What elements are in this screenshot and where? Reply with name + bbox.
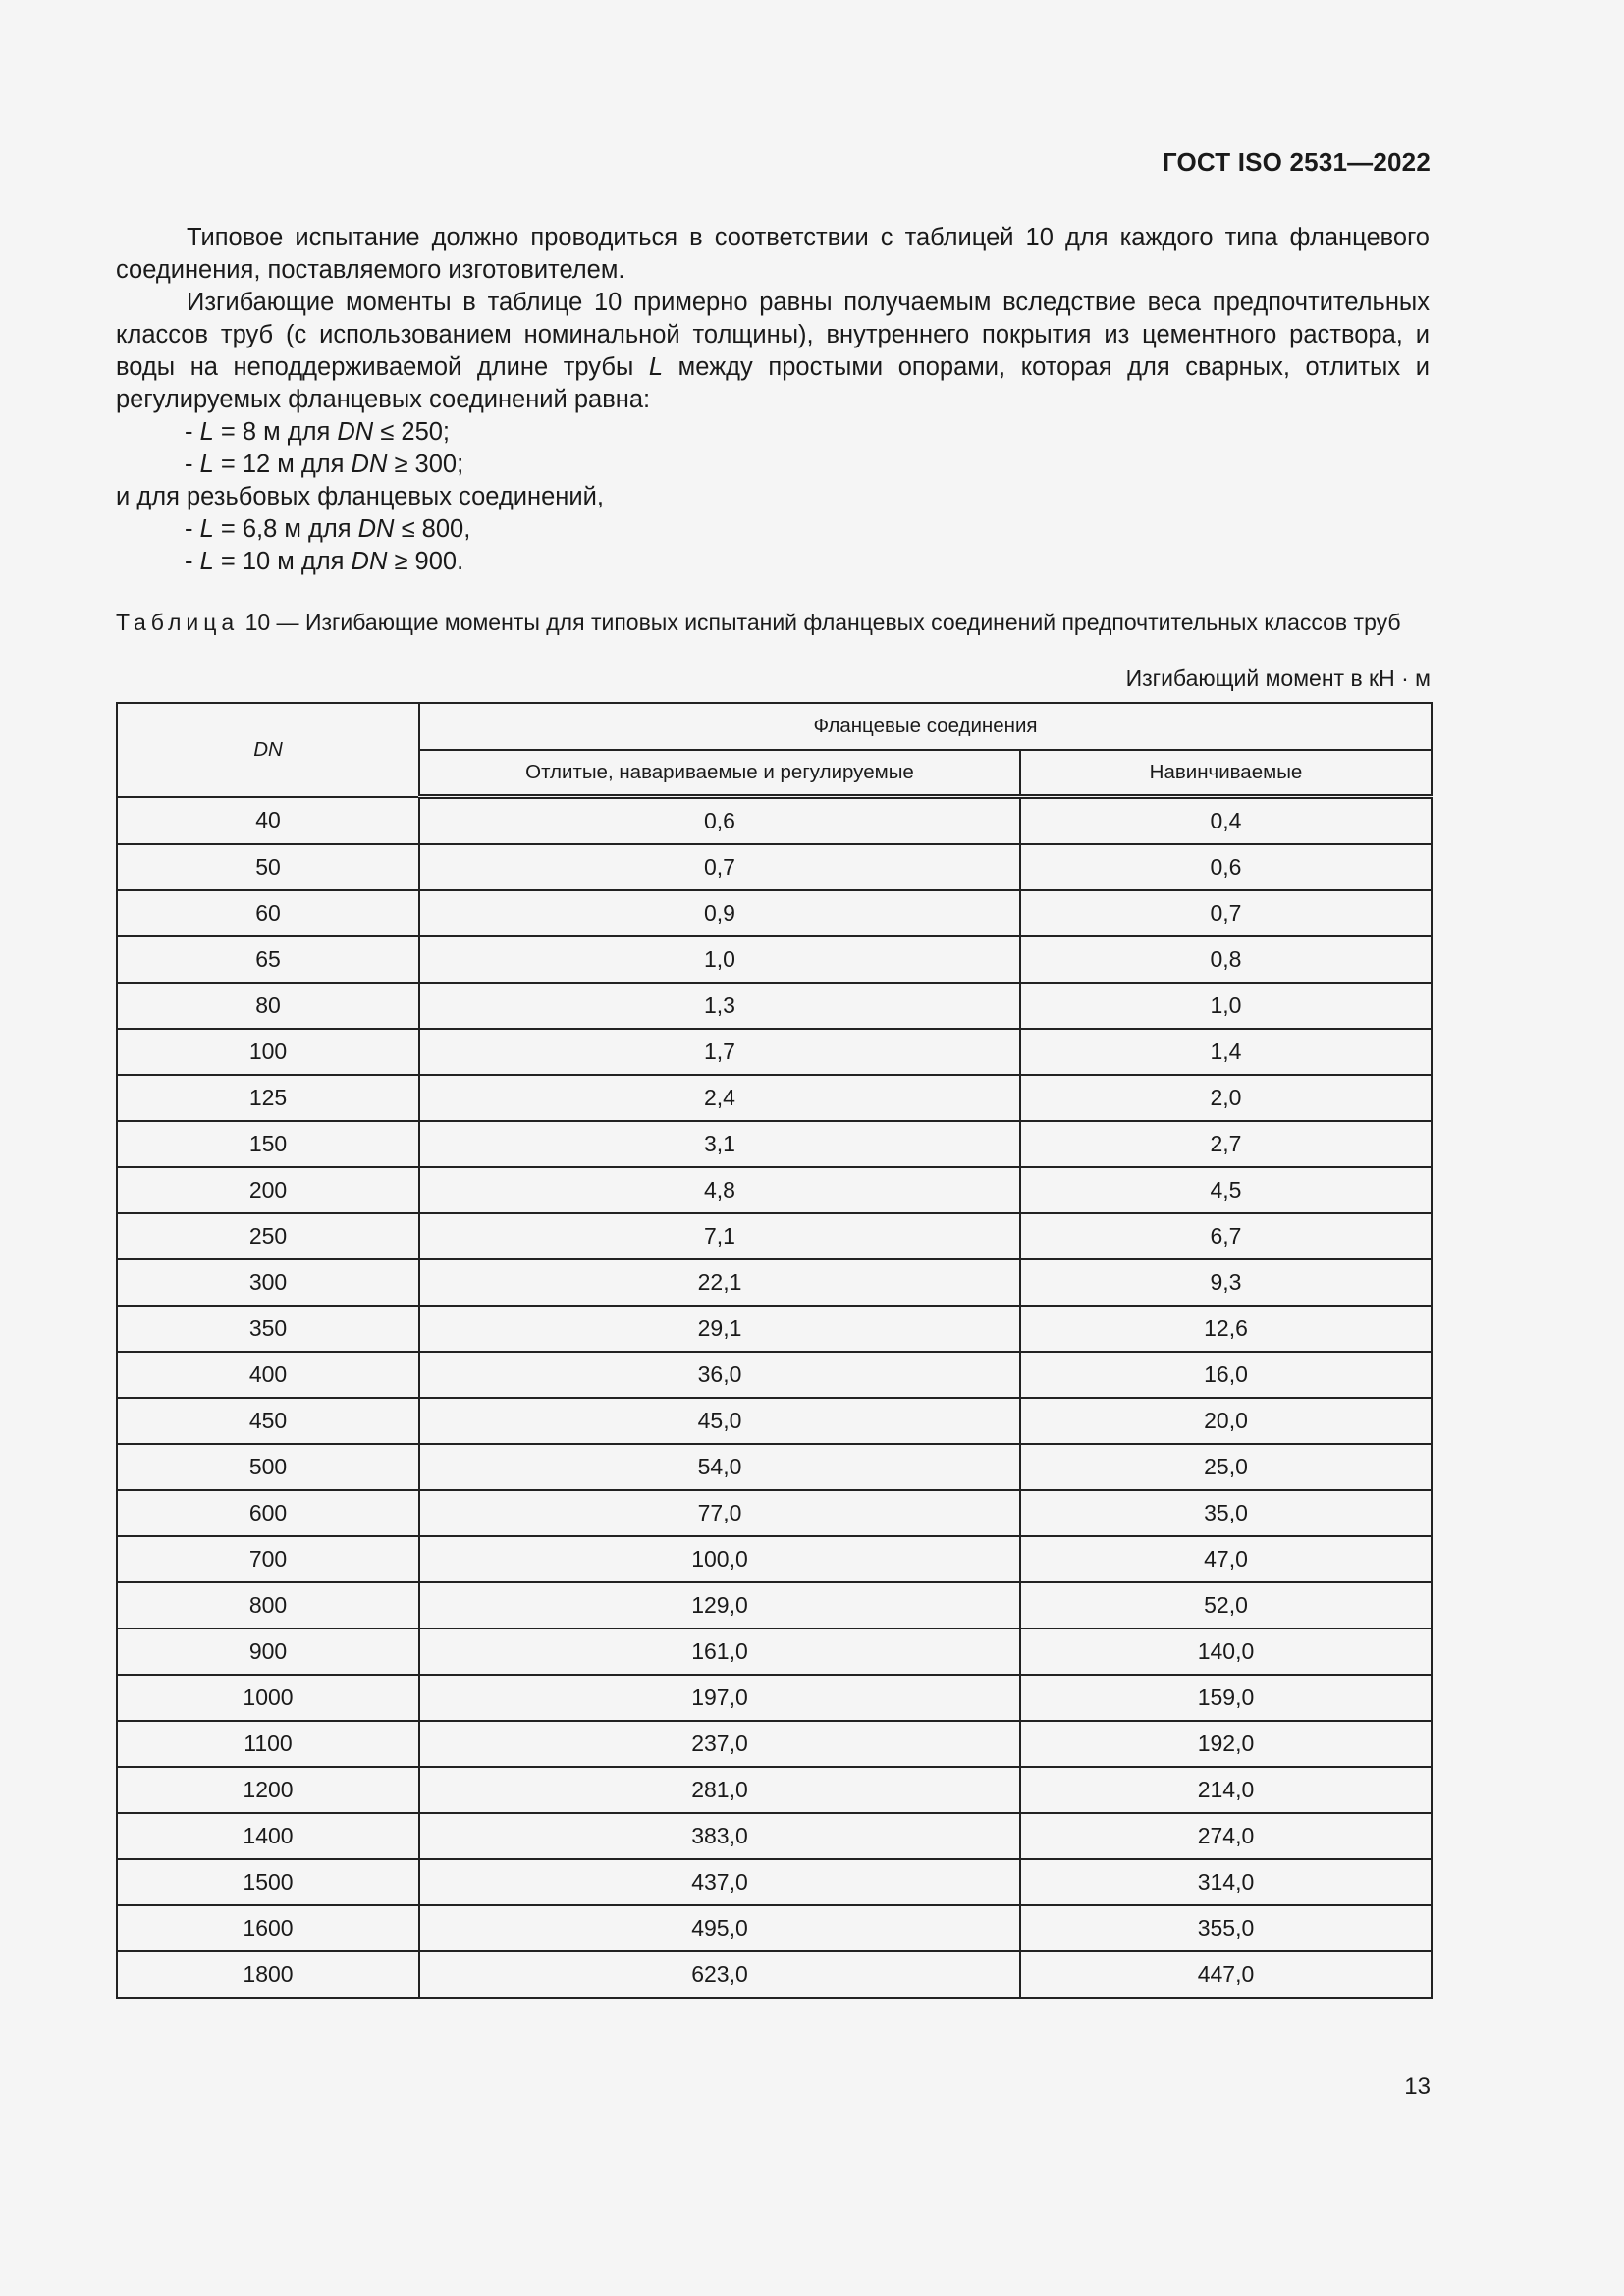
list-item-length-2: - L = 12 м для DN ≥ 300; bbox=[185, 451, 464, 478]
cell-threaded-moment: 2,7 bbox=[1020, 1121, 1432, 1167]
table-row bbox=[117, 844, 1432, 890]
cell-cast-moment: 623,0 bbox=[419, 1951, 1020, 1998]
cell-cast-moment: 36,0 bbox=[419, 1352, 1020, 1398]
cell-dn: 500 bbox=[117, 1444, 419, 1490]
cell-cast-moment: 1,3 bbox=[419, 983, 1020, 1029]
table-row bbox=[117, 1951, 1432, 1998]
table-units: Изгибающий момент в кН · м bbox=[1125, 666, 1431, 691]
cell-dn: 450 bbox=[117, 1398, 419, 1444]
table-row bbox=[117, 1398, 1432, 1444]
cell-cast-moment: 22,1 bbox=[419, 1259, 1020, 1306]
cell-dn: 300 bbox=[117, 1259, 419, 1306]
cell-cast-moment: 1,0 bbox=[419, 936, 1020, 983]
table-row bbox=[117, 1444, 1432, 1490]
cell-cast-moment: 495,0 bbox=[419, 1905, 1020, 1951]
cell-threaded-moment: 140,0 bbox=[1020, 1629, 1432, 1675]
cell-dn: 100 bbox=[117, 1029, 419, 1075]
table-row bbox=[117, 1121, 1432, 1167]
cell-cast-moment: 3,1 bbox=[419, 1121, 1020, 1167]
column-header-cast-welded-adjustable: Отлитые, навариваемые и регулируемые bbox=[419, 750, 1020, 797]
table-row bbox=[117, 1536, 1432, 1582]
cell-cast-moment: 437,0 bbox=[419, 1859, 1020, 1905]
table-row bbox=[117, 1629, 1432, 1675]
cell-cast-moment: 100,0 bbox=[419, 1536, 1020, 1582]
cell-threaded-moment: 314,0 bbox=[1020, 1859, 1432, 1905]
paragraph-threaded: и для резьбовых фланцевых соединений, bbox=[116, 483, 604, 510]
cell-threaded-moment: 0,6 bbox=[1020, 844, 1432, 890]
cell-cast-moment: 0,9 bbox=[419, 890, 1020, 936]
table-row bbox=[117, 936, 1432, 983]
cell-cast-moment: 161,0 bbox=[419, 1629, 1020, 1675]
cell-threaded-moment: 447,0 bbox=[1020, 1951, 1432, 1998]
cell-cast-moment: 7,1 bbox=[419, 1213, 1020, 1259]
cell-dn: 350 bbox=[117, 1306, 419, 1352]
cell-cast-moment: 281,0 bbox=[419, 1767, 1020, 1813]
table-caption-label: Таблица bbox=[116, 610, 240, 635]
table-caption-text: 10 — Изгибающие моменты для типовых испытаний фланцевых соединений предпочтительных классов труб bbox=[244, 610, 1401, 635]
cell-threaded-moment: 25,0 bbox=[1020, 1444, 1432, 1490]
cell-cast-moment: 2,4 bbox=[419, 1075, 1020, 1121]
cell-threaded-moment: 159,0 bbox=[1020, 1675, 1432, 1721]
table-row bbox=[117, 1813, 1432, 1859]
cell-dn: 1800 bbox=[117, 1951, 419, 1998]
cell-threaded-moment: 1,4 bbox=[1020, 1029, 1432, 1075]
cell-cast-moment: 237,0 bbox=[419, 1721, 1020, 1767]
table-row bbox=[117, 1029, 1432, 1075]
cell-threaded-moment: 192,0 bbox=[1020, 1721, 1432, 1767]
cell-threaded-moment: 0,7 bbox=[1020, 890, 1432, 936]
cell-dn: 1200 bbox=[117, 1767, 419, 1813]
cell-dn: 200 bbox=[117, 1167, 419, 1213]
column-header-dn: DN bbox=[117, 703, 419, 797]
cell-threaded-moment: 16,0 bbox=[1020, 1352, 1432, 1398]
cell-cast-moment: 197,0 bbox=[419, 1675, 1020, 1721]
cell-dn: 400 bbox=[117, 1352, 419, 1398]
page-number: 13 bbox=[1404, 2073, 1431, 2100]
table-row bbox=[117, 1905, 1432, 1951]
cell-dn: 80 bbox=[117, 983, 419, 1029]
list-item-length-1: - L = 8 м для DN ≤ 250; bbox=[185, 418, 451, 446]
cell-cast-moment: 77,0 bbox=[419, 1490, 1020, 1536]
cell-dn: 40 bbox=[117, 797, 419, 845]
cell-dn: 150 bbox=[117, 1121, 419, 1167]
paragraph-type-test: Типовое испытание должно проводиться в соответствии с таблицей 10 для каждого типа фланцевого соединения, поставляемого изготовителем. bbox=[116, 224, 1430, 284]
cell-threaded-moment: 0,8 bbox=[1020, 936, 1432, 983]
table-row bbox=[117, 1306, 1432, 1352]
cell-threaded-moment: 52,0 bbox=[1020, 1582, 1432, 1629]
cell-dn: 60 bbox=[117, 890, 419, 936]
column-group-header-flanged-joints: Фланцевые соединения bbox=[419, 703, 1432, 750]
cell-cast-moment: 54,0 bbox=[419, 1444, 1020, 1490]
cell-threaded-moment: 6,7 bbox=[1020, 1213, 1432, 1259]
cell-dn: 1000 bbox=[117, 1675, 419, 1721]
table-body bbox=[117, 797, 1432, 1999]
cell-cast-moment: 0,7 bbox=[419, 844, 1020, 890]
cell-threaded-moment: 20,0 bbox=[1020, 1398, 1432, 1444]
list-item-length-3: - L = 6,8 м для DN ≤ 800, bbox=[185, 515, 471, 543]
table-row bbox=[117, 1767, 1432, 1813]
cell-threaded-moment: 9,3 bbox=[1020, 1259, 1432, 1306]
cell-threaded-moment: 214,0 bbox=[1020, 1767, 1432, 1813]
paragraph-bending-moments: Изгибающие моменты в таблице 10 примерно равны получаемым вследствие веса предпочтительных классов труб (с использованием номинальной толщины), внутреннего покрытия из цементного раствора, и воды на неподдерживаемой длине трубы L между простыми опорами, которая для сварных, отлитых и регулируемых фланцевых соединений равна: bbox=[116, 289, 1430, 413]
cell-dn: 900 bbox=[117, 1629, 419, 1675]
list-item-length-4: - L = 10 м для DN ≥ 900. bbox=[185, 548, 464, 575]
body-text bbox=[116, 222, 1430, 578]
cell-threaded-moment: 12,6 bbox=[1020, 1306, 1432, 1352]
table-row bbox=[117, 1259, 1432, 1306]
table-row bbox=[117, 983, 1432, 1029]
cell-threaded-moment: 4,5 bbox=[1020, 1167, 1432, 1213]
cell-dn: 1500 bbox=[117, 1859, 419, 1905]
bending-moment-table bbox=[116, 702, 1433, 1999]
cell-dn: 65 bbox=[117, 936, 419, 983]
cell-cast-moment: 29,1 bbox=[419, 1306, 1020, 1352]
cell-cast-moment: 45,0 bbox=[419, 1398, 1020, 1444]
cell-threaded-moment: 2,0 bbox=[1020, 1075, 1432, 1121]
cell-cast-moment: 129,0 bbox=[419, 1582, 1020, 1629]
table-row bbox=[117, 1675, 1432, 1721]
cell-dn: 1600 bbox=[117, 1905, 419, 1951]
cell-dn: 250 bbox=[117, 1213, 419, 1259]
table-row bbox=[117, 1721, 1432, 1767]
table-row bbox=[117, 890, 1432, 936]
cell-threaded-moment: 0,4 bbox=[1020, 797, 1432, 845]
cell-cast-moment: 1,7 bbox=[419, 1029, 1020, 1075]
table-caption bbox=[116, 607, 1430, 638]
table-row bbox=[117, 1582, 1432, 1629]
cell-dn: 800 bbox=[117, 1582, 419, 1629]
cell-cast-moment: 4,8 bbox=[419, 1167, 1020, 1213]
table-row bbox=[117, 1352, 1432, 1398]
document-code: ГОСТ ISO 2531—2022 bbox=[1162, 147, 1431, 177]
cell-cast-moment: 383,0 bbox=[419, 1813, 1020, 1859]
table-row bbox=[117, 797, 1432, 845]
cell-cast-moment: 0,6 bbox=[419, 797, 1020, 845]
cell-threaded-moment: 35,0 bbox=[1020, 1490, 1432, 1536]
column-header-threaded: Навинчиваемые bbox=[1020, 750, 1432, 797]
table-row bbox=[117, 1859, 1432, 1905]
cell-threaded-moment: 274,0 bbox=[1020, 1813, 1432, 1859]
cell-threaded-moment: 1,0 bbox=[1020, 983, 1432, 1029]
cell-dn: 50 bbox=[117, 844, 419, 890]
cell-dn: 125 bbox=[117, 1075, 419, 1121]
table-row bbox=[117, 1075, 1432, 1121]
cell-dn: 700 bbox=[117, 1536, 419, 1582]
table-row bbox=[117, 1490, 1432, 1536]
cell-dn: 600 bbox=[117, 1490, 419, 1536]
cell-threaded-moment: 355,0 bbox=[1020, 1905, 1432, 1951]
cell-dn: 1400 bbox=[117, 1813, 419, 1859]
table-row bbox=[117, 1167, 1432, 1213]
cell-threaded-moment: 47,0 bbox=[1020, 1536, 1432, 1582]
table-row bbox=[117, 1213, 1432, 1259]
cell-dn: 1100 bbox=[117, 1721, 419, 1767]
